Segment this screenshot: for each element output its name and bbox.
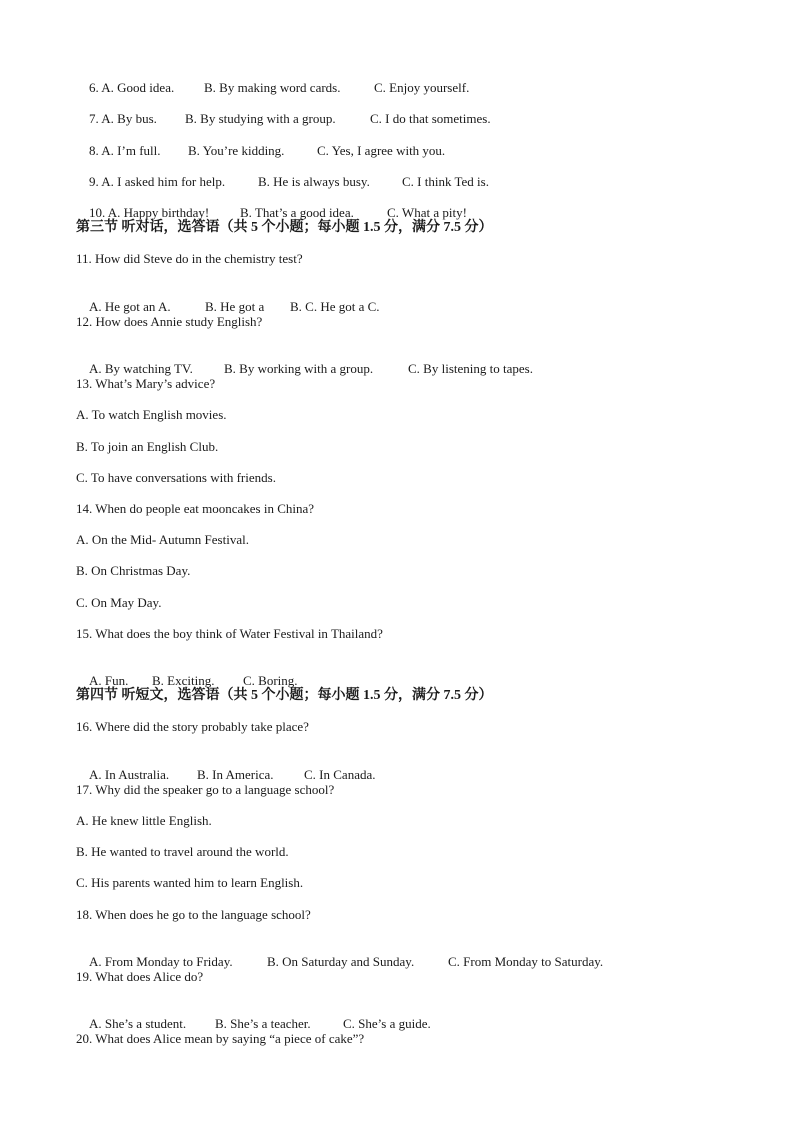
option-11c: B. C. He got a C. — [290, 299, 380, 314]
option-10b: B. That’s a good idea. — [240, 205, 354, 220]
option-19b: B. She’s a teacher. — [215, 1016, 311, 1031]
option-8b: B. You’re kidding. — [188, 143, 285, 158]
option-7a: 7. A. By bus. — [89, 111, 157, 126]
option-17b: B. He wanted to travel around the world. — [76, 844, 289, 859]
option-12c: C. By listening to tapes. — [408, 361, 533, 376]
option-15c: C. Boring. — [243, 673, 298, 688]
option-8c: C. Yes, I agree with you. — [317, 143, 446, 158]
section-3-heading: 第三节 听对话，选答语（共 5 个小题；每小题 1.5 分，满分 7.5 分） — [76, 220, 493, 235]
option-18a: A. From Monday to Friday. — [89, 954, 233, 969]
option-19a: A. She’s a student. — [89, 1016, 187, 1031]
option-16a: A. In Australia. — [89, 767, 170, 782]
option-9b: B. He is always busy. — [258, 174, 370, 189]
option-6c: C. Enjoy yourself. — [374, 80, 470, 95]
option-8a: 8. A. I’m full. — [89, 143, 161, 158]
option-18b: B. On Saturday and Sunday. — [267, 954, 415, 969]
question-18: 18. When does he go to the language school? — [76, 907, 311, 922]
question-14: 14. When do people eat mooncakes in China? — [76, 501, 315, 516]
option-11a: A. He got an A. — [89, 299, 171, 314]
question-17: 17. Why did the speaker go to a language school? — [76, 782, 335, 797]
option-16c: C. In Canada. — [304, 767, 376, 782]
option-10c: C. What a pity! — [387, 205, 467, 220]
option-16b: B. In America. — [197, 767, 274, 782]
option-14a: A. On the Mid- Autumn Festival. — [76, 532, 249, 547]
option-6a: 6. A. Good idea. — [89, 80, 175, 95]
option-7b: B. By studying with a group. — [185, 111, 336, 126]
option-7c: C. I do that sometimes. — [370, 111, 491, 126]
option-13c: C. To have conversations with friends. — [76, 470, 276, 485]
option-13b: B. To join an English Club. — [76, 439, 219, 454]
option-12b: B. By working with a group. — [224, 361, 374, 376]
option-9a: 9. A. I asked him for help. — [89, 174, 226, 189]
question-13: 13. What’s Mary’s advice? — [76, 376, 216, 391]
question-19: 19. What does Alice do? — [76, 969, 204, 984]
option-6b: B. By making word cards. — [204, 80, 341, 95]
question-12: 12. How does Annie study English? — [76, 314, 263, 329]
option-13a: A. To watch English movies. — [76, 407, 227, 422]
option-9c: C. I think Ted is. — [402, 174, 489, 189]
option-11b: B. He got a — [205, 299, 265, 314]
option-14c: C. On May Day. — [76, 595, 162, 610]
question-20: 20. What does Alice mean by saying “a piece of cake”? — [76, 1031, 365, 1046]
option-18c: C. From Monday to Saturday. — [448, 954, 604, 969]
option-17c: C. His parents wanted him to learn English. — [76, 875, 304, 890]
question-11: 11. How did Steve do in the chemistry test? — [76, 251, 303, 266]
section-4-heading: 第四节 听短文，选答语（共 5 个小题；每小题 1.5 分，满分 7.5 分） — [76, 688, 493, 703]
option-19c: C. She’s a guide. — [343, 1016, 431, 1031]
option-15a: A. Fun. — [89, 673, 129, 688]
option-12a: A. By watching TV. — [89, 361, 193, 376]
question-16: 16. Where did the story probably take place? — [76, 719, 309, 734]
option-15b: B. Exciting. — [152, 673, 215, 688]
option-17a: A. He knew little English. — [76, 813, 212, 828]
option-14b: B. On Christmas Day. — [76, 563, 191, 578]
option-10a: 10. A. Happy birthday! — [89, 205, 210, 220]
question-15: 15. What does the boy think of Water Festival in Thailand? — [76, 626, 383, 641]
